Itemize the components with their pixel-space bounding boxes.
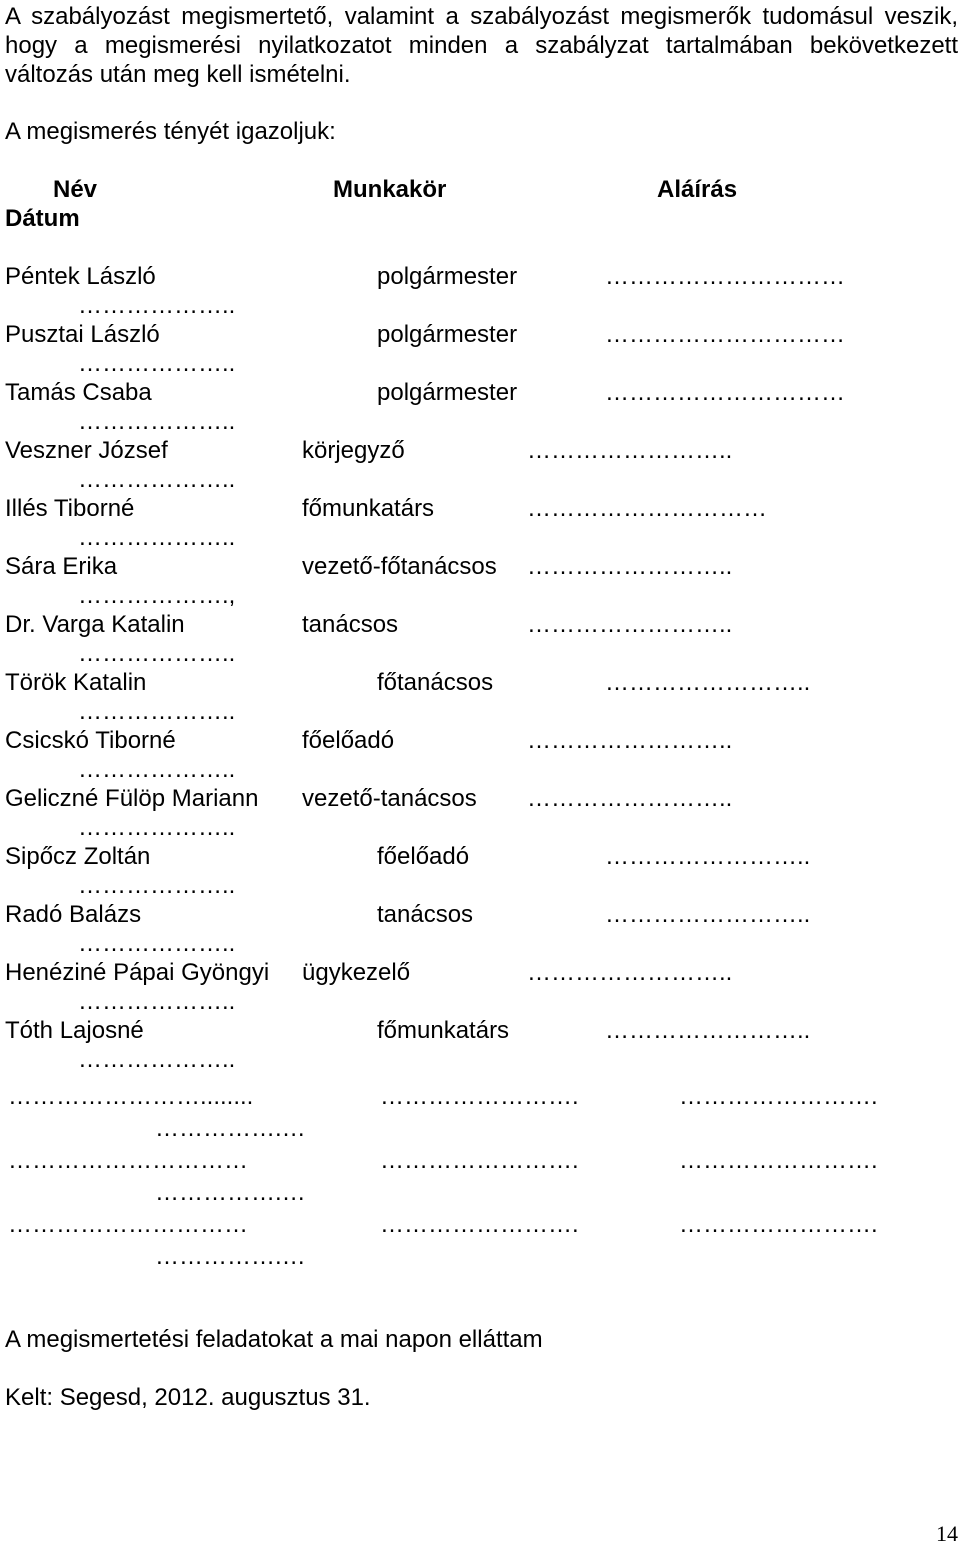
row-name: Csicskó Tiborné: [5, 727, 176, 754]
row-name: Dr. Varga Katalin: [5, 611, 185, 638]
row-role: tanácsos: [377, 901, 474, 928]
row-name: Tóth Lajosné: [5, 1017, 144, 1044]
row-date-line: ………………..: [78, 756, 236, 783]
blank-signature-line: …………………….: [679, 1147, 878, 1174]
blank-date-line: …………….…: [155, 1243, 306, 1270]
row-role: főelőadó: [377, 843, 470, 870]
kelt-line: Kelt: Segesd, 2012. augusztus 31.: [5, 1384, 371, 1411]
confirm-line: A megismerés tényét igazoljuk:: [5, 118, 336, 145]
row-date-line: ………………..: [78, 292, 236, 319]
row-role: polgármester: [377, 321, 518, 348]
row-name: Pusztai László: [5, 321, 160, 348]
table-row: [0, 378, 960, 436]
table-row: [0, 262, 960, 320]
row-name: Illés Tiborné: [5, 495, 135, 522]
blank-role-line: …………………….: [380, 1211, 579, 1238]
row-signature-line: ……………………..: [605, 901, 811, 928]
closing-statement: A megismertetési feladatokat a mai napon elláttam: [5, 1326, 543, 1353]
row-role: főelőadó: [302, 727, 395, 754]
table-row: [0, 900, 960, 958]
table-row: [0, 320, 960, 378]
header-role: Munkakör: [333, 176, 447, 203]
row-name: Henéziné Pápai Gyöngyi: [5, 959, 270, 986]
row-signature-line: ……………………..: [605, 843, 811, 870]
blank-name-line: …………………………: [8, 1147, 248, 1174]
table-row: [0, 610, 960, 668]
row-date-line: ………………..: [78, 466, 236, 493]
header-name: Név: [53, 176, 98, 203]
row-signature-line: ……………………..: [527, 959, 733, 986]
blank-name-line: …………………………: [8, 1211, 248, 1238]
row-role: polgármester: [377, 379, 518, 406]
blank-signature-line: …………………….: [679, 1211, 878, 1238]
table-row: [0, 842, 960, 900]
row-date-line: ………………..: [78, 872, 236, 899]
row-signature-line: …………………………: [527, 495, 767, 522]
intro-paragraph: A szabályozást megismertető, valamint a szabályozást megismerők tudomásul veszik, hogy a megismerési nyilatkozatot minden a szabályzat tartalmában bekövetkezett változás után meg kell ismételni.: [5, 3, 958, 88]
table-row: [0, 494, 960, 552]
row-name: Veszner József: [5, 437, 168, 464]
row-date-line: ………………..: [78, 698, 236, 725]
row-role: főmunkatárs: [377, 1017, 510, 1044]
blank-row: [0, 1210, 960, 1274]
blank-name-line: ……………………........: [8, 1083, 254, 1110]
blank-signature-line: …………………….: [679, 1083, 878, 1110]
row-role: tanácsos: [302, 611, 399, 638]
row-signature-line: …………………………: [605, 263, 845, 290]
row-date-line: ………………..: [78, 814, 236, 841]
row-signature-line: ……………………..: [527, 553, 733, 580]
row-date-line: ………………..: [78, 408, 236, 435]
table-row: [0, 1016, 960, 1074]
row-role: vezető-tanácsos: [302, 785, 477, 812]
header-date: Dátum: [5, 205, 80, 232]
row-signature-line: ……………………..: [605, 1017, 811, 1044]
row-signature-line: ……………………..: [527, 727, 733, 754]
row-name: Sára Erika: [5, 553, 118, 580]
row-role: körjegyző: [302, 437, 405, 464]
table-row: [0, 726, 960, 784]
table-row: [0, 668, 960, 726]
row-date-line: ………………..: [78, 524, 236, 551]
table-row: [0, 436, 960, 494]
row-date-line: ………………..: [78, 640, 236, 667]
blank-role-line: …………………….: [380, 1083, 579, 1110]
row-name: Péntek László: [5, 263, 156, 290]
blank-role-line: …………………….: [380, 1147, 579, 1174]
blank-date-line: …………….…: [155, 1179, 306, 1206]
row-date-line: ………………..: [78, 930, 236, 957]
row-role: főmunkatárs: [302, 495, 435, 522]
row-signature-line: …………………………: [605, 379, 845, 406]
row-date-line: ………………..: [78, 350, 236, 377]
row-date-line: ………………..: [78, 1046, 236, 1073]
row-role: vezető-főtanácsos: [302, 553, 497, 580]
row-name: Radó Balázs: [5, 901, 142, 928]
row-signature-line: ……………………..: [527, 611, 733, 638]
row-signature-line: ……………………..: [527, 785, 733, 812]
blank-row: [0, 1146, 960, 1210]
row-name: Sipőcz Zoltán: [5, 843, 151, 870]
table-row: [0, 552, 960, 610]
blank-date-line: …………….…: [155, 1115, 306, 1142]
row-name: Geliczné Fülöp Mariann: [5, 785, 259, 812]
row-name: Török Katalin: [5, 669, 147, 696]
row-name: Tamás Csaba: [5, 379, 152, 406]
blank-row: [0, 1082, 960, 1146]
row-signature-line: ……………………..: [527, 437, 733, 464]
row-role: ügykezelő: [302, 959, 411, 986]
row-date-line: ………………..: [78, 988, 236, 1015]
row-signature-line: …………………………: [605, 321, 845, 348]
table-row: [0, 784, 960, 842]
table-row: [0, 958, 960, 1016]
page-number: 14: [936, 1521, 958, 1546]
row-signature-line: ……………………..: [605, 669, 811, 696]
header-signature: Aláírás: [657, 176, 738, 203]
row-role: polgármester: [377, 263, 518, 290]
row-role: főtanácsos: [377, 669, 494, 696]
row-date-line: ……………….,: [78, 582, 236, 609]
